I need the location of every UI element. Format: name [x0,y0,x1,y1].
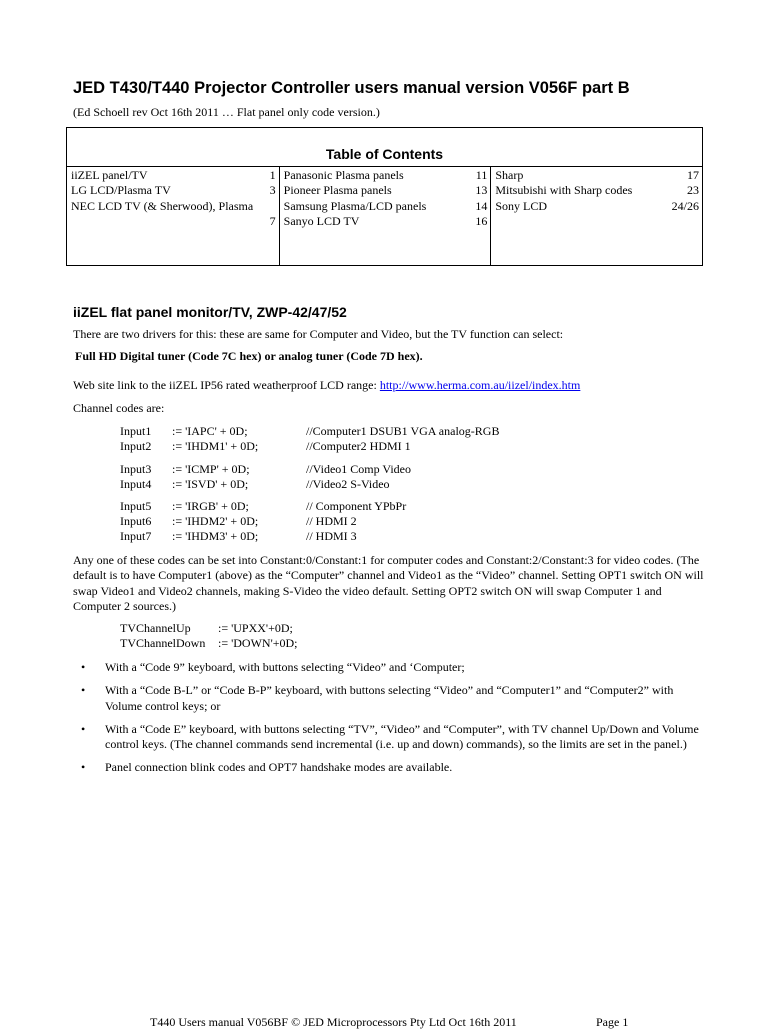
code-name: Input7 [120,529,152,544]
toc-entry-label: NEC LCD TV (& Sherwood), Plasma [71,198,254,213]
page-footer [150,1015,629,1030]
code-name: Input4 [120,477,152,492]
toc-entry[interactable] [71,183,276,198]
weblink-prefix: Web site link to the iiZEL IP56 rated weatherproof LCD range: [73,378,380,392]
toc-entry-page: 3 [269,183,276,198]
list-item-text: Panel connection blink codes and OPT7 handshake modes are available. [105,760,453,775]
code-value: := 'IHDM3' + 0D; [172,529,259,544]
code-group-3 [120,499,406,545]
code-value: := 'IAPC' + 0D; [172,424,248,438]
list-item-text: With a “Code 9” keyboard, with buttons selecting “Video” and ‘Computer; [105,660,465,674]
channel-codes-label: Channel codes are: [73,401,165,415]
toc-entry[interactable] [284,199,488,214]
code-comment: //Computer2 HDMI 1 [306,439,411,454]
toc-entry-label: Panasonic Plasma panels [283,168,404,182]
tuner-options: Full HD Digital tuner (Code 7C hex) or analog tuner (Code 7D hex). [75,349,423,363]
code-value: := 'IHDM1' + 0D; [172,439,259,454]
section-heading: iiZEL flat panel monitor/TV, ZWP-42/47/52 [73,304,347,320]
code-row [120,514,406,529]
toc-entry-label: Sony LCD [495,198,548,213]
code-value: := 'ICMP' + 0D; [172,462,250,476]
code-value: := 'ISVD' + 0D; [172,477,249,492]
code-comment: //Computer1 DSUB1 VGA analog-RGB [306,424,500,438]
toc-entry-label: Sharp [495,168,524,182]
code-value: := 'DOWN'+0D; [218,636,298,651]
document-subtitle: (Ed Schoell rev Oct 16th 2011 … Flat panel only code version.) [73,105,380,119]
page-number: Page 1 [596,1015,629,1029]
toc-column-3 [490,167,702,266]
code-name: Input6 [120,514,152,529]
code-row [120,424,499,439]
code-row [120,621,298,636]
code-name: Input3 [120,462,152,476]
code-name: TVChannelUp [120,621,191,635]
toc-entry[interactable] [71,168,276,183]
toc-column-2 [279,167,491,266]
code-row [120,462,411,477]
toc-entry-page: 23 [687,183,700,198]
toc-entry-label: Sanyo LCD TV [283,213,360,228]
code-value: := 'UPXX'+0D; [218,621,293,635]
code-value: := 'IHDM2' + 0D; [172,514,259,529]
toc-entry-page: 7 [269,213,276,228]
code-comment: //Video2 S-Video [306,477,390,492]
code-group-2 [120,462,411,492]
table-of-contents [66,127,703,266]
code-name: TVChannelDown [120,636,206,651]
toc-entry[interactable] [495,199,699,214]
code-value: := 'IRGB' + 0D; [172,499,249,513]
list-item-text: With a “Code E” keyboard, with buttons selecting “TV”, “Video” and “Computer”, with TV channel Up/Down and Volume control keys. (The channel commands send incremental (i.e. up and down) commands), so the limits are set in the panel.) [105,721,699,752]
toc-entry[interactable] [284,183,488,198]
list-item [73,722,705,753]
code-name: Input2 [120,439,152,454]
bullet-icon: • [81,660,86,674]
toc-entry-page: 24/26 [671,198,700,213]
list-item [73,660,705,675]
toc-entry-page: 11 [475,168,488,182]
toc-entry-page: 13 [475,183,488,198]
code-row [120,529,406,544]
toc-entry-page: 1 [269,168,276,182]
code-comment: // Component YPbPr [306,499,407,513]
toc-entry-page: 14 [475,198,488,213]
toc-entry-page: 17 [687,168,700,182]
code-row [120,439,499,454]
list-item-text: With a “Code B-L” or “Code B-P” keyboard, with buttons selecting “Video” and “Computer1” and “Computer2” with Volume control keys; or [105,683,674,713]
constants-paragraph: Any one of these codes can be set into Constant:0/Constant:1 for computer codes and Constant:2/Constant:3 for video codes. (The default is to have Computer1 (above) as the “Computer” channel and Video1 as the “Video” channel. Setting OPT1 switch ON will swap Video1 and Video2 channels, making S-Video the video default. Setting OPT2 switch ON will swap Computer 1 and Computer 2 sources.) [73,553,704,613]
toc-grid [67,166,702,266]
code-row [120,636,298,651]
bullet-list [73,660,705,776]
weblink[interactable]: http://www.herma.com.au/iizel/index.htm [379,378,581,392]
toc-entry[interactable] [284,214,488,229]
code-row [120,477,411,492]
toc-entry-label: Mitsubishi with Sharp codes [495,183,633,198]
toc-entry-label: LG LCD/Plasma TV [71,183,171,198]
list-item [73,760,705,775]
code-comment: //Video1 Comp Video [306,462,411,476]
toc-entry[interactable] [495,168,699,183]
code-row [120,499,406,514]
toc-entry-label: Samsung Plasma/LCD panels [283,198,427,213]
list-item [73,683,705,714]
toc-entry-label: iiZEL panel/TV [71,168,148,182]
code-comment: // HDMI 2 [306,514,357,529]
toc-title: Table of Contents [325,146,444,162]
weblink-line [73,378,580,393]
footer-text: T440 Users manual V056BF © JED Microprocessors Pty Ltd Oct 16th 2011 [150,1015,517,1029]
toc-entry-label: Pioneer Plasma panels [283,183,392,198]
code-comment: // HDMI 3 [306,529,357,544]
toc-column-1 [67,167,279,266]
code-name: Input1 [120,424,152,438]
code-name: Input5 [120,499,152,513]
document-title: JED T430/T440 Projector Controller users manual version V056F part B [73,79,630,97]
bullet-icon: • [81,683,86,698]
toc-entry-page: 16 [475,213,488,228]
bullet-icon: • [81,760,86,775]
section-intro: There are two drivers for this: these are same for Computer and Video, but the TV function can select: [73,327,564,341]
tv-channel-codes [120,621,298,651]
code-group-1 [120,424,499,454]
toc-entry[interactable] [495,183,699,198]
toc-entry[interactable] [284,168,488,183]
bullet-icon: • [81,721,86,736]
toc-entry[interactable] [71,199,276,230]
